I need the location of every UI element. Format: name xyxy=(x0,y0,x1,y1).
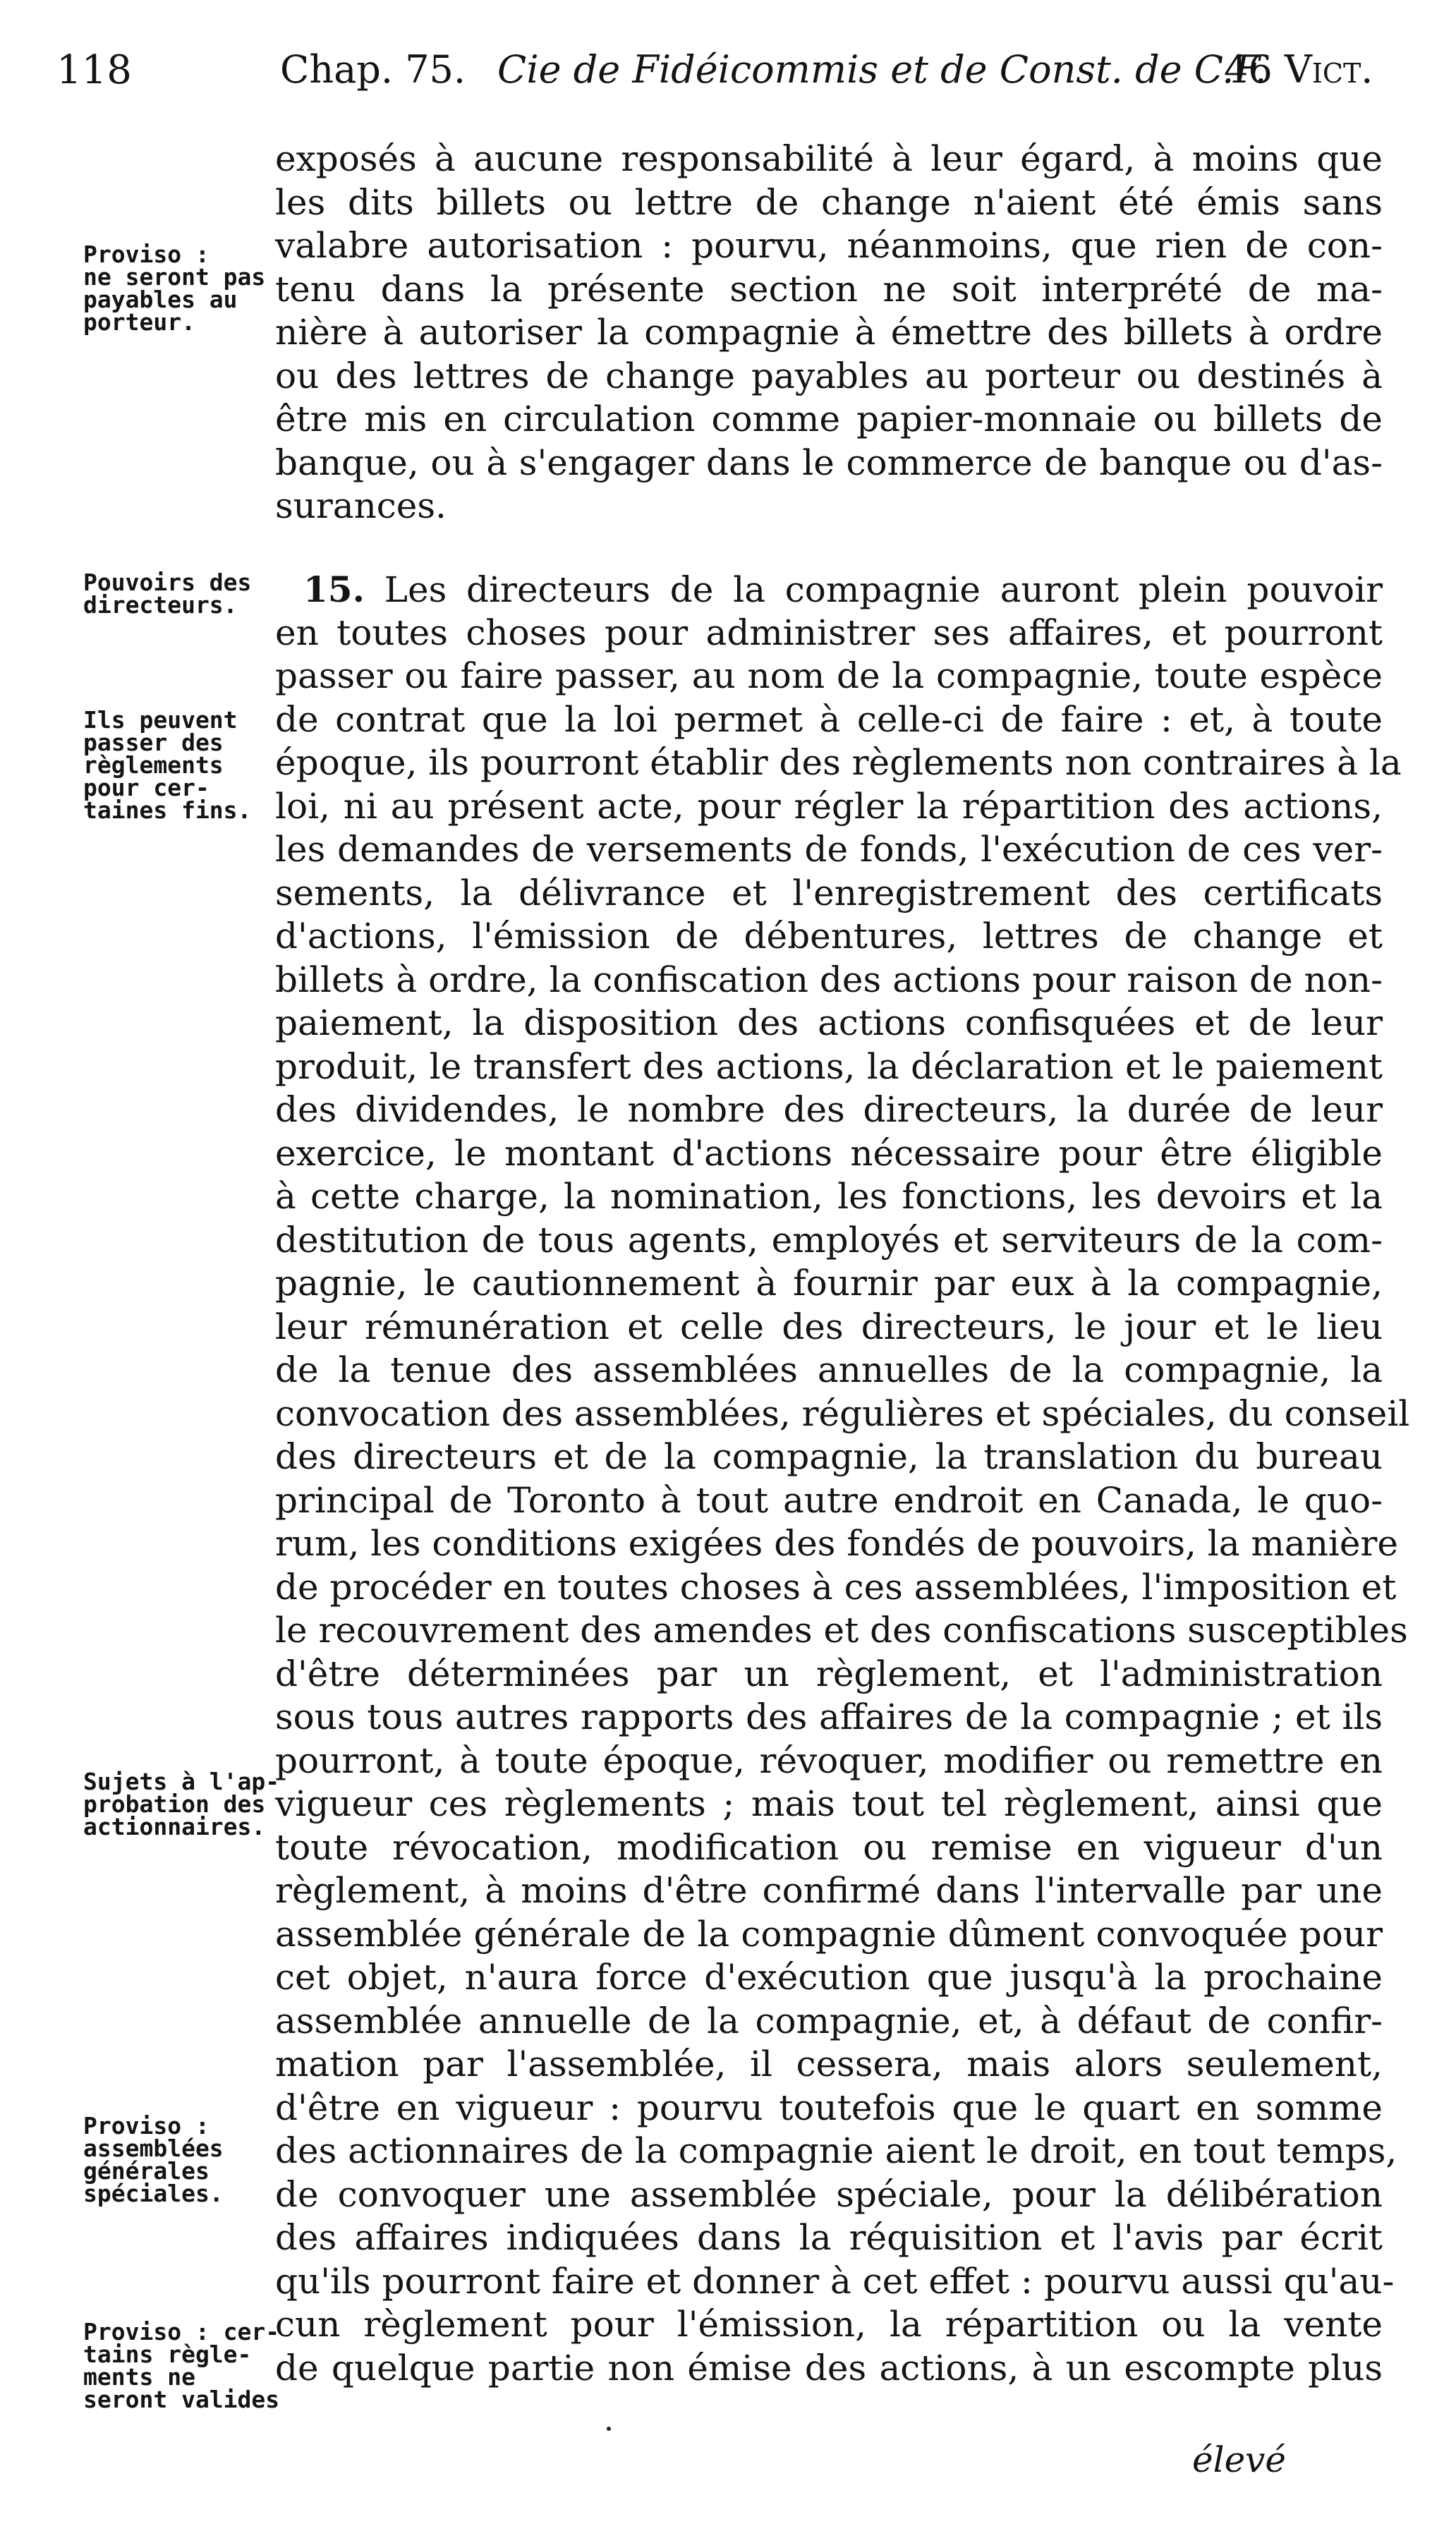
margin-note-powers-directors xyxy=(83,571,281,617)
margin-note-line: Proviso : cer- xyxy=(83,2318,280,2345)
margin-note-proviso-bearer xyxy=(83,243,281,334)
margin-note-line: directeurs. xyxy=(83,591,238,619)
margin-note-line: pour cer- xyxy=(83,774,210,801)
text-line: passer ou faire passer, au nom de la compagnie, toute espèce xyxy=(275,655,1383,696)
margin-note-line: actionnaires. xyxy=(83,1813,266,1840)
text-line: d'être en vigueur : pourvu toutefois que le quart en somme xyxy=(275,2087,1383,2128)
text-line: principal de Toronto à tout autre endroit en Canada, le quo- xyxy=(275,1479,1383,1521)
text-line: ou des lettres de change payables au porteur ou destinés à xyxy=(275,355,1383,396)
text-line: de convoquer une assemblée spéciale, pour la délibération xyxy=(275,2173,1383,2215)
text-line: sous tous autres rapports des affaires de la compagnie ; et ils xyxy=(275,1697,1383,1737)
text-line: surances. xyxy=(275,485,447,526)
section-number: 15. xyxy=(303,569,365,610)
text-line: pagnie, le cautionnement à fournir par eux à la compagnie, xyxy=(275,1263,1383,1304)
margin-note-proviso-rules xyxy=(83,2318,281,2413)
page-header xyxy=(0,0,1456,106)
text-line: valabre autorisation : pourvu, néanmoins, que rien de con- xyxy=(275,225,1383,266)
margin-note-line: ments ne xyxy=(83,2363,195,2391)
text-line: en toutes choses pour administrer ses affaires, et pourront xyxy=(275,612,1383,653)
text-line: qu'ils pourront faire et donner à cet effet : pourvu aussi qu'au- xyxy=(275,2260,1395,2302)
text-line: de procéder en toutes choses à ces assemblées, l'imposition et xyxy=(275,1566,1397,1608)
margin-note-bylaws xyxy=(83,706,281,824)
section-first-line-text: Les directeurs de la compagnie auront plein pouvoir xyxy=(365,569,1383,610)
text-line: de contrat que la loi permet à celle-ci de faire : et, à toute xyxy=(275,698,1383,740)
margin-note-line: porteur. xyxy=(83,308,195,336)
text-line: être mis en circulation comme papier-monnaie ou billets de xyxy=(275,399,1383,439)
margin-note-line: seront valides xyxy=(83,2386,280,2413)
text-line: leur rémunération et celle des directeurs, le jour et le lieu xyxy=(275,1306,1383,1347)
catchword: élevé xyxy=(1192,2439,1287,2480)
text-line: paiement, la disposition des actions confisquées et de leur xyxy=(275,1002,1383,1043)
text-line: les demandes de versements de fonds, l'exécution de ces ver- xyxy=(275,829,1383,870)
text-line: banque, ou à s'engager dans le commerce de banque ou d'as- xyxy=(275,442,1383,483)
text-line: destitution de tous agents, employés et serviteurs de la com- xyxy=(275,1219,1383,1261)
margin-note-line: taines fins. xyxy=(83,796,252,824)
text-line: des affaires indiquées dans la réquisition et l'avis par écrit xyxy=(275,2217,1383,2258)
text-line: convocation des assemblées, régulières et spéciales, du conseil xyxy=(275,1392,1410,1434)
margin-note-line: tains règle- xyxy=(83,2341,252,2368)
text-line: mation par l'assemblée, il cessera, mais alors seulement, xyxy=(275,2044,1383,2084)
text-line: d'actions, l'émission de débentures, lettres de change et xyxy=(275,916,1383,957)
text-line: cun règlement pour l'émission, la répartition ou la vente xyxy=(275,2304,1383,2345)
text-line: de la tenue des assemblées annuelles de la compagnie, la xyxy=(275,1349,1383,1390)
text-line: les dits billets ou lettre de change n'aient été émis sans xyxy=(275,181,1383,223)
text-line: assemblée annuelle de la compagnie, et, à défaut de confir- xyxy=(275,2000,1383,2041)
text-line: de quelque partie non émise des actions, à un escompte plus xyxy=(275,2347,1383,2389)
text-line: règlement, à moins d'être confirmé dans l'intervalle par une xyxy=(275,1870,1383,1911)
margin-note-shareholders-approval xyxy=(83,1768,281,1840)
text-line: sements, la délivrance et l'enregistrement des certificats xyxy=(275,872,1383,914)
stray-dot xyxy=(607,2427,611,2431)
text-line: assemblée générale de la compagnie dûment convoquée pour xyxy=(275,1913,1383,1955)
margin-note-line: probation des xyxy=(83,1790,266,1818)
regnal-year: 46 Vict. xyxy=(1224,47,1373,92)
margin-note-proviso-meetings xyxy=(83,2112,281,2207)
margin-note-line: spéciales. xyxy=(83,2180,224,2207)
margin-note-line: ne seront pas xyxy=(83,263,266,291)
section-15 xyxy=(275,568,1410,2390)
margin-note-line: payables au xyxy=(83,286,238,313)
text-line: vigueur ces règlements ; mais tout tel règlement, ainsi que xyxy=(275,1783,1383,1824)
paragraph-1 xyxy=(275,138,1383,528)
text-line: des directeurs et de la compagnie, la translation du bureau xyxy=(275,1436,1383,1477)
text-line: le recouvrement des amendes et des confiscations susceptibles xyxy=(275,1610,1408,1651)
margin-note-line: Pouvoirs des xyxy=(83,569,252,596)
text-line: pourront, à toute époque, révoquer, modifier ou remettre en xyxy=(275,1740,1383,1781)
margin-note-line: passer des xyxy=(83,729,224,756)
text-line: nière à autoriser la compagnie à émettre des billets à ordre xyxy=(275,312,1383,353)
text-line: billets à ordre, la confiscation des actions pour raison de non- xyxy=(275,959,1383,1000)
text-line: d'être déterminées par un règlement, et l'administration xyxy=(275,1653,1383,1694)
text-line: exposés à aucune responsabilité à leur égard, à moins que xyxy=(275,138,1383,179)
margin-note-line: Proviso : xyxy=(83,2112,210,2140)
margin-note-line: assemblées xyxy=(83,2135,224,2162)
margin-note-line: Sujets à l'ap- xyxy=(83,1768,280,1795)
page-number: 118 xyxy=(56,47,132,93)
margin-note-line: règlements xyxy=(83,751,224,779)
text-line: toute révocation, modification ou remise en vigueur d'un xyxy=(275,1826,1383,1868)
margin-note-line: Proviso : xyxy=(83,241,210,268)
margin-note-line: Ils peuvent xyxy=(83,706,238,734)
text-line: rum, les conditions exigées des fondés de pouvoirs, la manière xyxy=(275,1523,1398,1564)
chapter-label: Chap. 75. xyxy=(280,47,466,92)
running-title: Cie de Fidéicommis et de Const. de C.F. xyxy=(497,47,1267,92)
text-line: des dividendes, le nombre des directeurs, la durée de leur xyxy=(275,1089,1383,1130)
text-line: exercice, le montant d'actions nécessaire pour être éligible xyxy=(275,1132,1383,1174)
text-line: loi, ni au présent acte, pour régler la répartition des actions, xyxy=(275,785,1383,827)
text-line: tenu dans la présente section ne soit interprété de ma- xyxy=(275,268,1383,310)
margin-note-line: générales xyxy=(83,2157,210,2185)
text-line: époque, ils pourront établir des règlements non contraires à la xyxy=(275,742,1402,783)
text-line: des actionnaires de la compagnie aient le droit, en tout temps, xyxy=(275,2130,1397,2171)
text-line: produit, le transfert des actions, la déclaration et le paiement xyxy=(275,1045,1383,1087)
text-line: à cette charge, la nomination, les fonctions, les devoirs et la xyxy=(275,1176,1383,1217)
text-line: cet objet, n'aura force d'exécution que jusqu'à la prochaine xyxy=(275,1957,1383,1998)
section-first-line xyxy=(275,568,1383,612)
